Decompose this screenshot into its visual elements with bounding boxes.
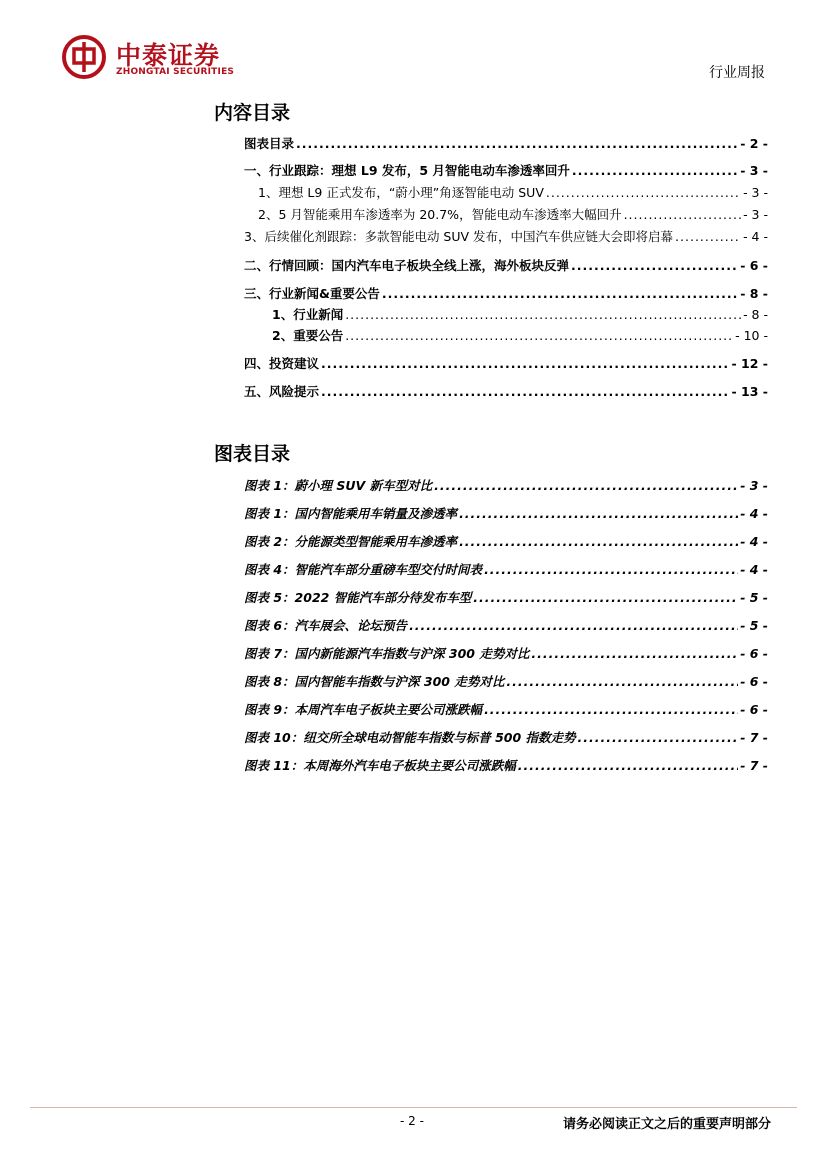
figure-item[interactable]: 图表 8：国内智能车指数与沪深 300 走势对比 ..... - 6 -: [244, 673, 768, 691]
toc-item[interactable]: 四、投资建议 ..... - 12 -: [244, 355, 768, 373]
toc-item[interactable]: 三、行业新闻&重要公告 ..... - 8 -: [244, 285, 768, 303]
footer-divider: [30, 1107, 797, 1108]
figure-item[interactable]: 图表 5：2022 智能汽车部分待发布车型 ..... - 5 -: [244, 589, 768, 607]
figure-item[interactable]: 图表 4：智能汽车部分重磅车型交付时间表 ..... - 4 -: [244, 561, 768, 579]
toc-item[interactable]: 一、行业跟踪：理想 L9 发布，5 月智能电动车渗透率回升 ..... - 3 -: [244, 162, 768, 180]
figure-item[interactable]: 图表 11：本周海外汽车电子板块主要公司涨跌幅 ..... - 7 -: [244, 757, 768, 775]
footer-disclaimer: 请务必阅读正文之后的重要声明部分: [562, 1117, 771, 1132]
figure-item[interactable]: 图表 6：汽车展会、论坛预告 ..... - 5 -: [244, 617, 768, 635]
toc-item[interactable]: 二、行情回顾：国内汽车电子板块全线上涨，海外板块反弹 ..... - 6 -: [244, 257, 768, 275]
page-number: - 2 -: [400, 1114, 424, 1128]
company-name-en: ZHONGTAI SECURITIES: [116, 67, 235, 77]
figure-item[interactable]: 图表 2：分能源类型智能乘用车渗透率 ..... - 4 -: [244, 533, 768, 551]
contents-title: 内容目录: [214, 102, 291, 124]
toc-item[interactable]: 2、5 月智能乘用车渗透率为 20.7%，智能电动车渗透率大幅回升 ..... - 3 -: [258, 206, 768, 224]
figure-item[interactable]: 图表 1：国内智能乘用车销量及渗透率 ..... - 4 -: [244, 505, 768, 523]
toc-item[interactable]: 五、风险提示 ..... - 13 -: [244, 383, 768, 401]
toc-item[interactable]: 2、重要公告 ..... - 10 -: [272, 327, 768, 345]
page-header: [0, 0, 827, 90]
figure-item[interactable]: 图表 10：纽交所全球电动智能车指数与标普 500 指数走势 ..... - 7 -: [244, 729, 768, 747]
company-name-cn: 中泰证券: [116, 41, 221, 70]
toc-item[interactable]: 3、后续催化剂跟踪：多款智能电动 SUV 发布，中国汽车供应链大会即将启幕 ..... - 4 -: [244, 228, 768, 246]
figure-item[interactable]: 图表 1：蔚小理 SUV 新车型对比 ..... - 3 -: [244, 477, 768, 495]
toc-item[interactable]: 1、行业新闻 ..... - 8 -: [272, 306, 768, 324]
figure-item[interactable]: 图表 7：国内新能源汽车指数与沪深 300 走势对比 ..... - 6 -: [244, 645, 768, 663]
toc-item[interactable]: 图表目录 ..... - 2 -: [244, 135, 768, 153]
toc-item[interactable]: 1、理想 L9 正式发布，“蔚小理”角逐智能电动 SUV ..... - 3 -: [258, 184, 768, 202]
figure-item[interactable]: 图表 9：本周汽车电子板块主要公司涨跌幅 ..... - 6 -: [244, 701, 768, 719]
zhongtai-logo-icon: [62, 35, 106, 79]
figures-title: 图表目录: [214, 443, 291, 465]
document-type: 行业周报: [709, 65, 765, 81]
